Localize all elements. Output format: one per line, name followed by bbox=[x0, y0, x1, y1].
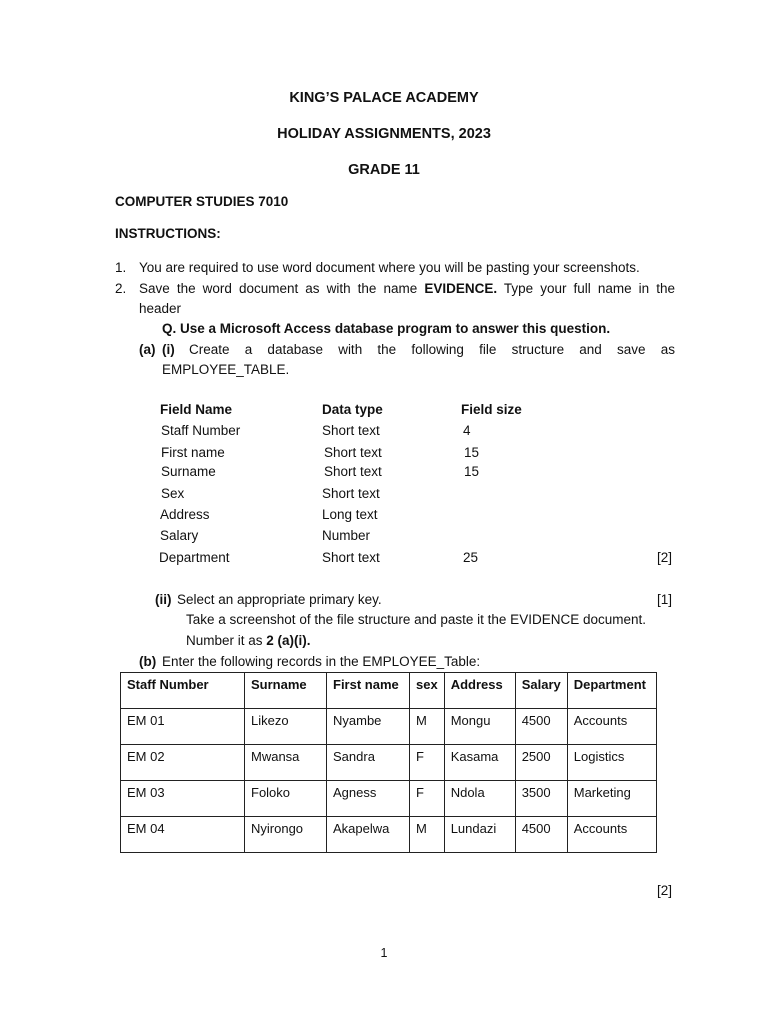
table-row bbox=[121, 781, 657, 817]
structure-field-size: 15 bbox=[464, 445, 480, 460]
structure-field-name: Salary bbox=[160, 528, 199, 543]
part-a-label: (a) bbox=[139, 342, 156, 357]
header-staff-number: Staff Number bbox=[121, 673, 245, 709]
header-surname: Surname bbox=[245, 673, 327, 709]
structure-data-type: Short text bbox=[322, 550, 380, 565]
instruction-2-number: 2. bbox=[115, 281, 127, 296]
cell-sex: M bbox=[410, 709, 445, 745]
structure-field-size: 4 bbox=[463, 423, 471, 438]
cell-sex: M bbox=[410, 817, 445, 853]
structure-field-size: 25 bbox=[463, 550, 479, 565]
cell-department: Accounts bbox=[567, 709, 656, 745]
header-salary: Salary bbox=[515, 673, 567, 709]
structure-field-name: Staff Number bbox=[161, 423, 241, 438]
structure-field-name: Address bbox=[160, 507, 210, 522]
structure-data-type: Number bbox=[322, 528, 371, 543]
structure-data-type: Long text bbox=[322, 507, 378, 522]
structure-data-type: Short text bbox=[324, 445, 382, 460]
cell-address: Ndola bbox=[444, 781, 515, 817]
structure-header-data-type: Data type bbox=[322, 402, 383, 417]
structure-header-field-name: Field Name bbox=[160, 402, 233, 417]
school-name: KING’S PALACE ACADEMY bbox=[289, 90, 479, 106]
structure-header-field-size: Field size bbox=[461, 402, 522, 417]
instruction-1-number: 1. bbox=[115, 260, 127, 275]
part-ii-text: Select an appropriate primary key. bbox=[177, 592, 382, 607]
instruction-2-pre: Save the word document as with the name bbox=[139, 281, 425, 296]
header-first-name: First name bbox=[327, 673, 410, 709]
part-ii-line2: Take a screenshot of the file structure and paste it the EVIDENCE document. bbox=[186, 612, 646, 627]
cell-department: Accounts bbox=[567, 817, 656, 853]
records-header-row bbox=[121, 673, 657, 709]
cell-sex: F bbox=[410, 781, 445, 817]
cell-first-name: Akapelwa bbox=[327, 817, 410, 853]
part-ii-line3-ref: 2 (a)(i). bbox=[266, 633, 311, 648]
structure-field-name: Sex bbox=[161, 486, 185, 501]
cell-surname: Foloko bbox=[245, 781, 327, 817]
cell-surname: Nyirongo bbox=[245, 817, 327, 853]
table-row bbox=[121, 709, 657, 745]
table-row bbox=[121, 745, 657, 781]
cell-department: Logistics bbox=[567, 745, 656, 781]
structure-data-type: Short text bbox=[322, 423, 380, 438]
part-b-text: Enter the following records in the EMPLOYEE_Table: bbox=[162, 654, 481, 669]
instruction-2-line2: header bbox=[139, 301, 182, 316]
records-table bbox=[120, 672, 657, 853]
instructions-heading: INSTRUCTIONS: bbox=[115, 226, 221, 241]
instruction-2-evidence: EVIDENCE. bbox=[424, 281, 498, 296]
subject-title: COMPUTER STUDIES 7010 bbox=[115, 194, 289, 209]
instruction-2-post: Type your full name in the bbox=[497, 281, 675, 296]
cell-first-name: Sandra bbox=[327, 745, 410, 781]
table-row bbox=[121, 817, 657, 853]
structure-field-name: Surname bbox=[161, 464, 216, 479]
header-address: Address bbox=[444, 673, 515, 709]
part-b-label: (b) bbox=[139, 654, 157, 669]
structure-data-type: Short text bbox=[324, 464, 382, 479]
cell-surname: Mwansa bbox=[245, 745, 327, 781]
grade-title: GRADE 11 bbox=[348, 162, 420, 178]
header-sex: sex bbox=[410, 673, 445, 709]
cell-sex: F bbox=[410, 745, 445, 781]
structure-field-size: 15 bbox=[464, 464, 480, 479]
cell-staff-number: EM 04 bbox=[121, 817, 245, 853]
cell-salary: 2500 bbox=[515, 745, 567, 781]
instruction-1-text: You are required to use word document where you will be pasting your screenshots. bbox=[139, 260, 640, 275]
part-a-i-line2: EMPLOYEE_TABLE. bbox=[162, 362, 290, 377]
structure-field-name: First name bbox=[161, 445, 225, 460]
part-ii-marks: [1] bbox=[657, 592, 673, 607]
cell-address: Kasama bbox=[444, 745, 515, 781]
cell-staff-number: EM 03 bbox=[121, 781, 245, 817]
header-department: Department bbox=[567, 673, 656, 709]
part-ii-line3-pre: Number it as bbox=[186, 633, 267, 648]
part-ii-label: (ii) bbox=[155, 592, 172, 607]
page-number: 1 bbox=[380, 946, 388, 960]
final-marks: [2] bbox=[657, 883, 673, 898]
cell-first-name: Nyambe bbox=[327, 709, 410, 745]
question-heading: Q. Use a Microsoft Access database program to answer this question. bbox=[162, 321, 611, 336]
structure-marks: [2] bbox=[657, 550, 673, 565]
part-ii-line3 bbox=[186, 633, 311, 648]
cell-address: Mongu bbox=[444, 709, 515, 745]
cell-salary: 4500 bbox=[515, 709, 567, 745]
assignment-title: HOLIDAY ASSIGNMENTS, 2023 bbox=[277, 126, 491, 142]
cell-staff-number: EM 01 bbox=[121, 709, 245, 745]
part-a-i-line1: Create a database with the following file structure and save as bbox=[189, 342, 675, 357]
structure-data-type: Short text bbox=[322, 486, 380, 501]
cell-salary: 4500 bbox=[515, 817, 567, 853]
instruction-2-line1 bbox=[139, 281, 675, 296]
cell-surname: Likezo bbox=[245, 709, 327, 745]
structure-field-name: Department bbox=[159, 550, 230, 565]
cell-first-name: Agness bbox=[327, 781, 410, 817]
cell-address: Lundazi bbox=[444, 817, 515, 853]
part-a-i-label: (i) bbox=[162, 342, 175, 357]
cell-department: Marketing bbox=[567, 781, 656, 817]
cell-staff-number: EM 02 bbox=[121, 745, 245, 781]
cell-salary: 3500 bbox=[515, 781, 567, 817]
